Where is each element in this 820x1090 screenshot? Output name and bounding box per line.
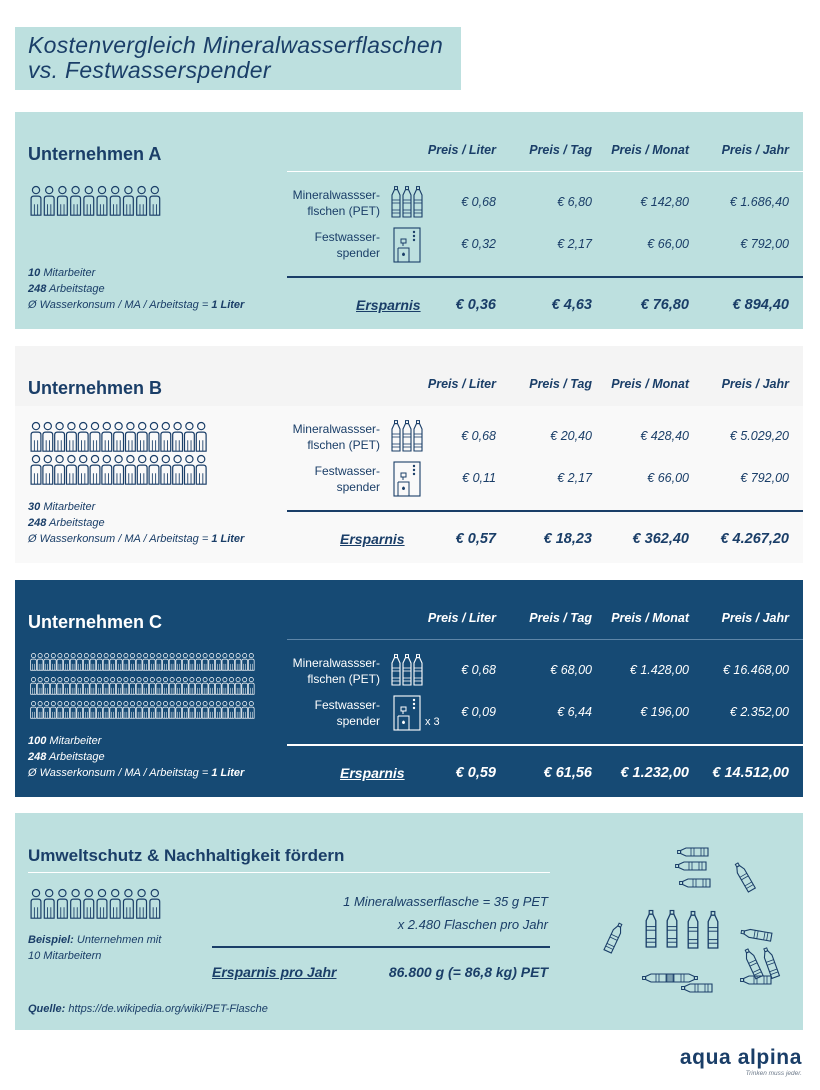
person-icon	[90, 678, 96, 695]
people-icons	[29, 420, 219, 486]
bottle-pile-illustration	[590, 843, 790, 1008]
pet-per-bottle: 1 Mineralwasserflasche = 35 g PET	[343, 894, 548, 909]
dispenser-label: Festwasser- spender	[314, 464, 380, 494]
person-icon	[169, 702, 175, 719]
person-icon	[114, 455, 124, 484]
header-price-month: Preis / Monat	[611, 377, 689, 391]
title-box	[15, 27, 461, 90]
person-icon	[84, 889, 94, 918]
person-icon	[43, 455, 53, 484]
c-savings-year: € 14.512,00	[712, 765, 789, 781]
person-icon	[222, 702, 228, 719]
logo-tagline: Trinken muss jeder.	[745, 1070, 802, 1077]
person-icon	[209, 654, 215, 671]
person-icon	[123, 702, 129, 719]
person-icon	[163, 678, 169, 695]
a-savings-year: € 894,40	[732, 297, 789, 313]
person-icon	[90, 702, 96, 719]
person-icon	[110, 889, 120, 918]
person-icon	[102, 422, 112, 451]
savings-divider	[287, 276, 803, 278]
mineral-bottle-label: Mineralwassser- flschen (PET)	[292, 422, 380, 452]
person-icon	[209, 702, 215, 719]
person-icon	[90, 654, 96, 671]
person-icon	[130, 654, 136, 671]
person-icon	[196, 678, 202, 695]
person-icon	[215, 654, 221, 671]
b-fest-liter: € 0,11	[462, 471, 496, 485]
header-price-year: Preis / Jahr	[721, 143, 789, 157]
person-icon	[44, 654, 50, 671]
company-b-name: Unternehmen B	[28, 378, 163, 398]
a-savings-liter: € 0,36	[455, 297, 496, 313]
b-mineral-month: € 428,40	[640, 429, 689, 443]
person-icon	[71, 186, 81, 215]
person-icon	[136, 654, 142, 671]
person-icon	[123, 186, 133, 215]
person-icon	[169, 678, 175, 695]
person-icon	[161, 455, 171, 484]
c-mineral-month: € 1.428,00	[629, 663, 689, 677]
c-fest-liter: € 0,09	[461, 705, 496, 719]
b-savings-month: € 362,40	[632, 531, 689, 547]
person-icon	[196, 654, 202, 671]
a-fest-year: € 792,00	[740, 237, 789, 251]
person-icon	[242, 702, 248, 719]
person-icon	[50, 702, 56, 719]
person-icon	[150, 186, 160, 215]
a-savings-day: € 4,63	[551, 297, 592, 313]
people-icon-group	[29, 887, 169, 930]
person-icon	[248, 654, 254, 671]
header-price-day: Preis / Tag	[529, 611, 592, 625]
person-icon	[31, 678, 37, 695]
person-icon	[235, 678, 241, 695]
person-icon	[64, 702, 70, 719]
b-mineral-liter: € 0,68	[461, 429, 496, 443]
person-icon	[57, 678, 63, 695]
person-icon	[137, 455, 147, 484]
person-icon	[235, 654, 241, 671]
b-mineral-day: € 20,40	[550, 429, 592, 443]
environment-savings-label: Ersparnis pro Jahr	[212, 964, 337, 980]
b-fest-year: € 792,00	[740, 471, 789, 485]
c-mineral-liter: € 0,68	[461, 663, 496, 677]
header-price-year: Preis / Jahr	[721, 611, 789, 625]
mineral-bottle-label: Mineralwassser- flschen (PET)	[292, 188, 380, 218]
c-savings-month: € 1.232,00	[620, 765, 689, 781]
person-icon	[196, 422, 206, 451]
person-icon	[215, 702, 221, 719]
person-icon	[97, 889, 107, 918]
people-icon-group	[29, 652, 269, 729]
person-icon	[78, 422, 88, 451]
person-icon	[116, 702, 122, 719]
person-icon	[156, 654, 162, 671]
dispenser-multiplier: x 3	[425, 716, 440, 728]
environment-panel	[15, 813, 803, 1030]
people-icons	[29, 887, 169, 925]
header-price-day: Preis / Tag	[529, 377, 592, 391]
person-icon	[83, 702, 89, 719]
person-icon	[173, 455, 183, 484]
person-icon	[123, 654, 129, 671]
person-icon	[110, 654, 116, 671]
company-b-panel	[15, 346, 803, 563]
person-icon	[182, 702, 188, 719]
bottles-per-year: x 2.480 Flaschen pro Jahr	[397, 917, 548, 932]
person-icon	[189, 702, 195, 719]
person-icon	[248, 678, 254, 695]
c-fest-month: € 196,00	[640, 705, 689, 719]
person-icon	[125, 455, 135, 484]
header-price-liter: Preis / Liter	[427, 143, 496, 157]
person-icon	[248, 702, 254, 719]
person-icon	[189, 678, 195, 695]
person-icon	[57, 702, 63, 719]
person-icon	[149, 678, 155, 695]
person-icon	[137, 422, 147, 451]
a-savings-month: € 76,80	[640, 297, 689, 313]
a-fest-day: € 2,17	[557, 237, 592, 251]
person-icon	[136, 678, 142, 695]
savings-label: Ersparnis	[340, 765, 405, 781]
person-icon	[64, 678, 70, 695]
person-icon	[114, 422, 124, 451]
person-icon	[110, 702, 116, 719]
person-icon	[202, 654, 208, 671]
person-icon	[97, 186, 107, 215]
environment-divider	[28, 872, 550, 873]
person-icon	[44, 186, 54, 215]
savings-label: Ersparnis	[340, 531, 405, 547]
c-savings-day: € 61,56	[543, 765, 592, 781]
person-icon	[137, 186, 147, 215]
company-b-meta: 30 Mitarbeiter 248 Arbeitstage Ø Wasserkonsum / MA / Arbeitstag = 1 Liter	[28, 501, 245, 545]
b-fest-month: € 66,00	[647, 471, 689, 485]
page-title-line1: Kostenvergleich Mineralwasserflaschen	[28, 32, 444, 58]
person-icon	[71, 889, 81, 918]
person-icon	[242, 654, 248, 671]
person-icon	[110, 186, 120, 215]
people-icons	[29, 184, 169, 222]
header-price-month: Preis / Monat	[611, 611, 689, 625]
person-icon	[156, 702, 162, 719]
person-icon	[229, 678, 235, 695]
person-icon	[137, 889, 147, 918]
person-icon	[31, 889, 41, 918]
person-icon	[163, 702, 169, 719]
person-icon	[176, 678, 182, 695]
header-divider	[287, 171, 803, 172]
savings-divider	[287, 744, 803, 746]
a-mineral-liter: € 0,68	[461, 195, 496, 209]
logo-wordmark: aqua alpina	[679, 1046, 802, 1069]
c-fest-year: € 2.352,00	[729, 705, 789, 719]
person-icon	[125, 422, 135, 451]
a-mineral-year: € 1.686,40	[729, 195, 789, 209]
person-icon	[31, 654, 37, 671]
person-icon	[103, 678, 109, 695]
person-icon	[209, 678, 215, 695]
person-icon	[57, 186, 67, 215]
b-savings-liter: € 0,57	[455, 531, 496, 547]
person-icon	[143, 678, 149, 695]
person-icon	[31, 186, 41, 215]
person-icon	[43, 422, 53, 451]
company-a-panel	[15, 112, 803, 329]
person-icon	[215, 678, 221, 695]
environment-savings-divider	[212, 946, 550, 948]
person-icon	[90, 455, 100, 484]
person-icon	[64, 654, 70, 671]
person-icon	[143, 702, 149, 719]
a-mineral-month: € 142,80	[640, 195, 689, 209]
person-icon	[83, 654, 89, 671]
person-icon	[77, 678, 83, 695]
b-fest-day: € 2,17	[557, 471, 592, 485]
person-icon	[182, 678, 188, 695]
b-savings-year: € 4.267,20	[720, 531, 789, 547]
person-icon	[229, 702, 235, 719]
person-icon	[184, 455, 194, 484]
person-icon	[83, 678, 89, 695]
environment-title: Umweltschutz & Nachhaltigkeit fördern	[28, 846, 345, 865]
person-icon	[66, 455, 76, 484]
example-note: Beispiel: Unternehmen mit 10 Mitarbeitern	[28, 934, 162, 962]
person-icon	[189, 654, 195, 671]
people-icons	[29, 652, 269, 724]
c-mineral-year: € 16.468,00	[722, 663, 789, 677]
source-link[interactable]: https://de.wikipedia.org/wiki/PET-Flasche	[68, 1003, 268, 1015]
person-icon	[149, 422, 159, 451]
person-icon	[70, 678, 76, 695]
header-divider	[287, 639, 803, 640]
header-price-year: Preis / Jahr	[721, 377, 789, 391]
person-icon	[103, 702, 109, 719]
person-icon	[97, 678, 103, 695]
person-icon	[116, 654, 122, 671]
person-icon	[55, 422, 65, 451]
person-icon	[70, 654, 76, 671]
page-title-line2: vs. Festwasserspender	[28, 57, 271, 83]
company-c-panel	[15, 580, 803, 797]
header-price-liter: Preis / Liter	[427, 377, 496, 391]
person-icon	[196, 455, 206, 484]
header-price-day: Preis / Tag	[529, 143, 592, 157]
person-icon	[176, 702, 182, 719]
person-icon	[78, 455, 88, 484]
person-icon	[37, 678, 43, 695]
person-icon	[123, 889, 133, 918]
person-icon	[173, 422, 183, 451]
c-fest-day: € 6,44	[557, 705, 592, 719]
person-icon	[222, 654, 228, 671]
person-icon	[182, 654, 188, 671]
person-icon	[176, 654, 182, 671]
person-icon	[84, 186, 94, 215]
person-icon	[50, 654, 56, 671]
person-icon	[77, 654, 83, 671]
person-icon	[136, 702, 142, 719]
header-price-month: Preis / Monat	[611, 143, 689, 157]
savings-divider	[287, 510, 803, 512]
person-icon	[202, 702, 208, 719]
person-icon	[44, 678, 50, 695]
person-icon	[50, 678, 56, 695]
person-icon	[149, 702, 155, 719]
person-icon	[66, 422, 76, 451]
company-a-meta: 10 Mitarbeiter 248 Arbeitstage Ø Wasserkonsum / MA / Arbeitstag = 1 Liter	[28, 267, 245, 311]
a-mineral-day: € 6,80	[557, 195, 592, 209]
person-icon	[184, 422, 194, 451]
person-icon	[77, 702, 83, 719]
source-note: Quelle: https://de.wikipedia.org/wiki/PET-Flasche	[28, 1003, 268, 1015]
person-icon	[97, 654, 103, 671]
savings-label: Ersparnis	[356, 297, 421, 313]
person-icon	[31, 455, 41, 484]
person-icon	[37, 702, 43, 719]
a-fest-month: € 66,00	[647, 237, 689, 251]
person-icon	[235, 702, 241, 719]
person-icon	[150, 889, 160, 918]
person-icon	[222, 678, 228, 695]
person-icon	[161, 422, 171, 451]
person-icon	[116, 678, 122, 695]
person-icon	[103, 654, 109, 671]
dispenser-label: Festwasser- spender	[314, 230, 380, 260]
person-icon	[37, 654, 43, 671]
mineral-bottle-label: Mineralwassser- flschen (PET)	[292, 656, 380, 686]
person-icon	[31, 702, 37, 719]
person-icon	[156, 678, 162, 695]
person-icon	[196, 702, 202, 719]
c-mineral-day: € 68,00	[550, 663, 592, 677]
person-icon	[102, 455, 112, 484]
a-fest-liter: € 0,32	[461, 237, 496, 251]
person-icon	[202, 678, 208, 695]
person-icon	[143, 654, 149, 671]
environment-savings-value: 86.800 g (= 86,8 kg) PET	[388, 964, 548, 980]
person-icon	[110, 678, 116, 695]
person-icon	[149, 654, 155, 671]
person-icon	[229, 654, 235, 671]
person-icon	[44, 702, 50, 719]
company-c-name: Unternehmen C	[28, 612, 163, 632]
brand-logo[interactable]	[680, 1046, 802, 1077]
person-icon	[97, 702, 103, 719]
person-icon	[57, 654, 63, 671]
company-c-meta: 100 Mitarbeiter 248 Arbeitstage Ø Wasserkonsum / MA / Arbeitstag = 1 Liter	[28, 735, 245, 779]
person-icon	[90, 422, 100, 451]
person-icon	[169, 654, 175, 671]
b-savings-day: € 18,23	[543, 531, 592, 547]
person-icon	[55, 455, 65, 484]
person-icon	[163, 654, 169, 671]
person-icon	[70, 702, 76, 719]
c-savings-liter: € 0,59	[455, 765, 496, 781]
person-icon	[123, 678, 129, 695]
person-icon	[130, 678, 136, 695]
person-icon	[130, 702, 136, 719]
person-icon	[31, 422, 41, 451]
dispenser-label: Festwasser- spender	[314, 698, 380, 728]
person-icon	[57, 889, 67, 918]
people-icon-group	[29, 184, 169, 227]
person-icon	[242, 678, 248, 695]
person-icon	[44, 889, 54, 918]
header-price-liter: Preis / Liter	[427, 611, 496, 625]
people-icon-group	[29, 420, 219, 491]
b-mineral-year: € 5.029,20	[729, 429, 789, 443]
company-a-name: Unternehmen A	[28, 144, 162, 164]
person-icon	[149, 455, 159, 484]
